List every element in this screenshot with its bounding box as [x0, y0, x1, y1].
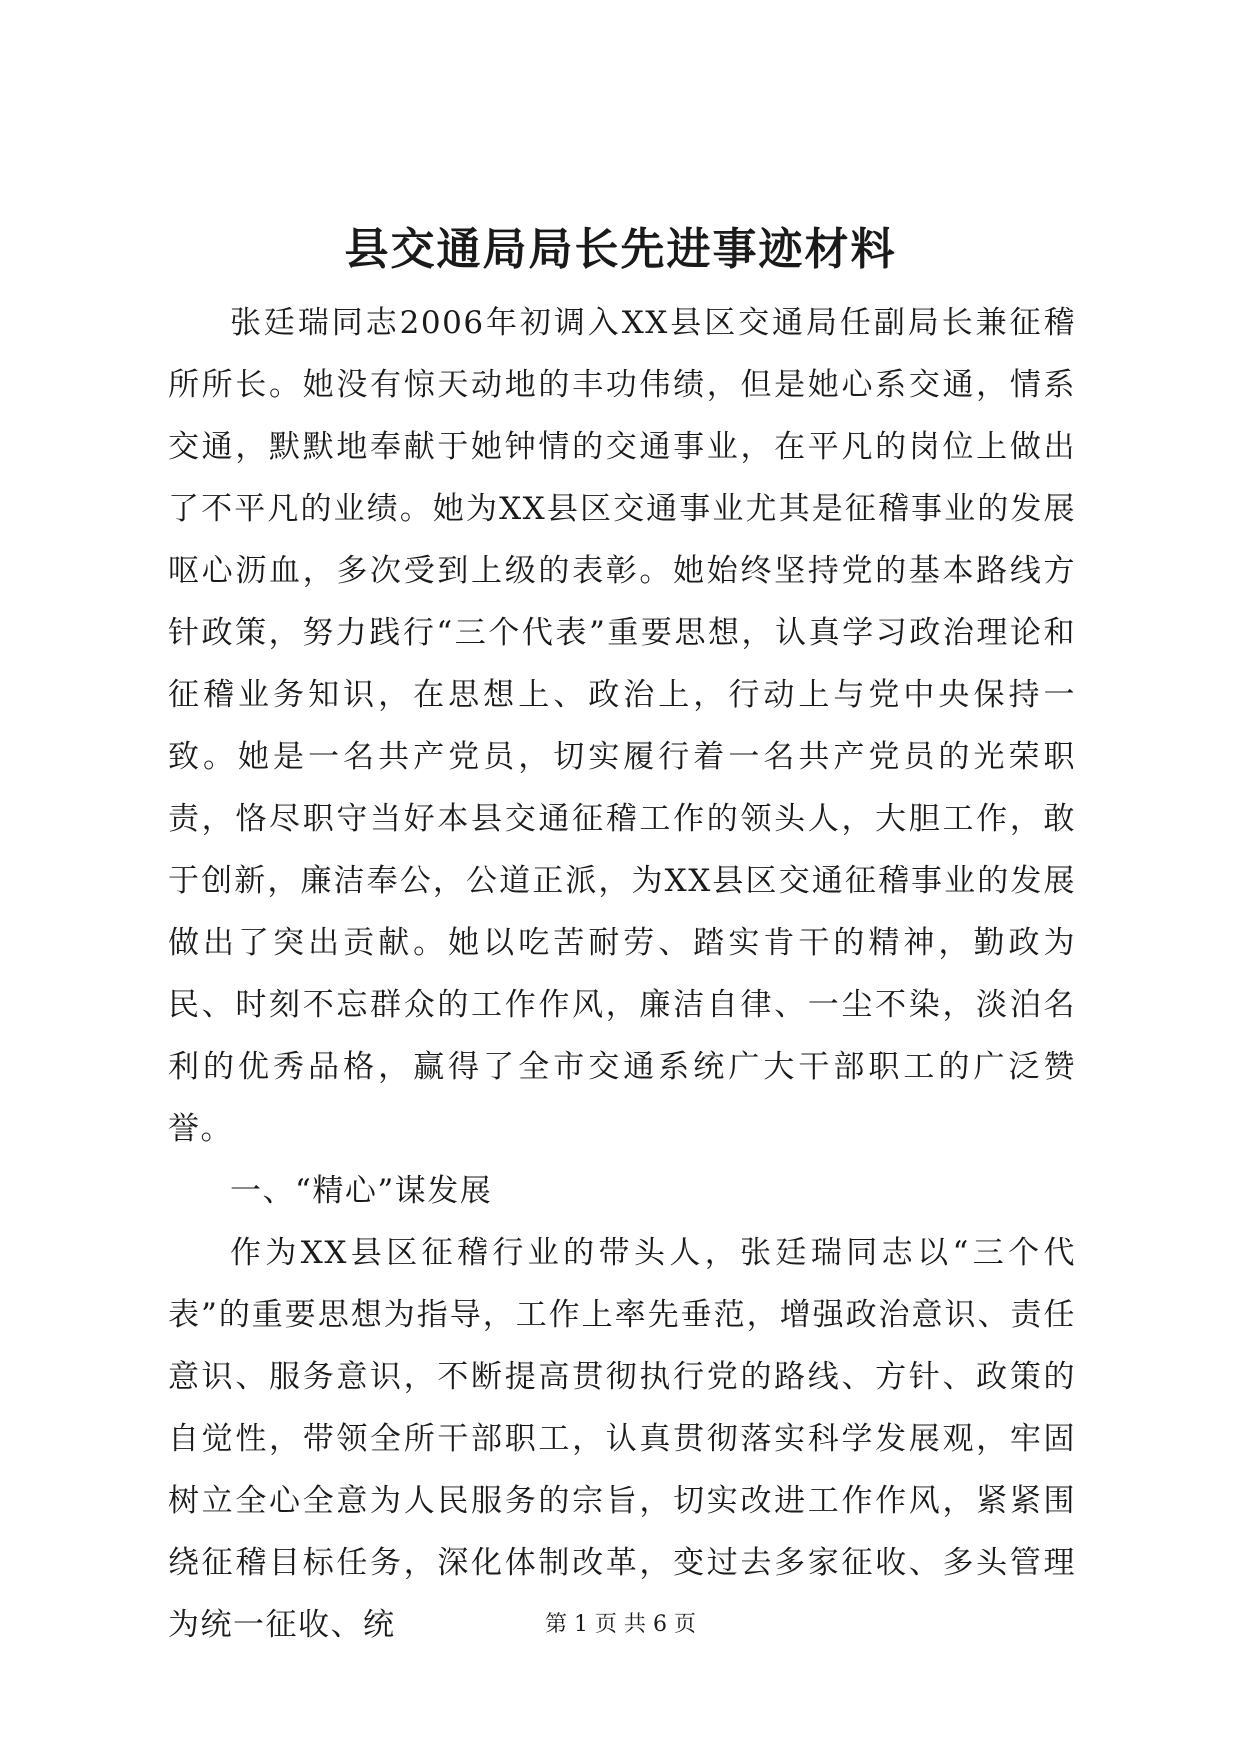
- intro-paragraph: 张廷瑞同志2006年初调入XX县区交通局任副局长兼征稽所所长。她没有惊天动地的丰功伟绩，但是她心系交通，情系交通，默默地奉献于她钟情的交通事业，在平凡的岗位上做出了不平凡的业绩。她为XX县区交通事业尤其是征稽事业的发展呕心沥血，多次受到上级的表彰。她始终坚持党的基本路线方针政策，努力践行“三个代表”重要思想，认真学习政治理论和征稽业务知识，在思想上、政治上，行动上与党中央保持一致。她是一名共产党员，切实履行着一名共产党员的光荣职责，恪尽职守当好本县交通征稽工作的领头人，大胆工作，敢于创新，廉洁奉公，公道正派，为XX县区交通征稽事业的发展做出了突出贡献。她以吃苦耐劳、踏实肯干的精神，勤政为民、时刻不忘群众的工作作风，廉洁自律、一尘不染，淡泊名利的优秀品格，赢得了全市交通系统广大干部职工的广泛赞誉。: [168, 305, 1076, 1147]
- document-body: [168, 292, 1076, 1656]
- section-heading: 一、“精心”谋发展: [230, 1173, 493, 1209]
- page-number-footer: 第 1 页 共 6 页: [545, 1612, 696, 1637]
- section-paragraph: 作为XX县区征稽行业的带头人，张廷瑞同志以“三个代表”的重要思想为指导，工作上率先垂范，增强政治意识、责任意识、服务意识，不断提高贯彻执行党的路线、方针、政策的自觉性，带领全所干部职工，认真贯彻落实科学发展观，牢固树立全心全意为人民服务的宗旨，切实改进工作作风，紧紧围绕征稽目标任务，深化体制改革，变过去多家征收、多头管理为统一征收、统: [168, 1235, 1076, 1643]
- document-title: 县交通局局长先进事迹材料: [344, 224, 897, 275]
